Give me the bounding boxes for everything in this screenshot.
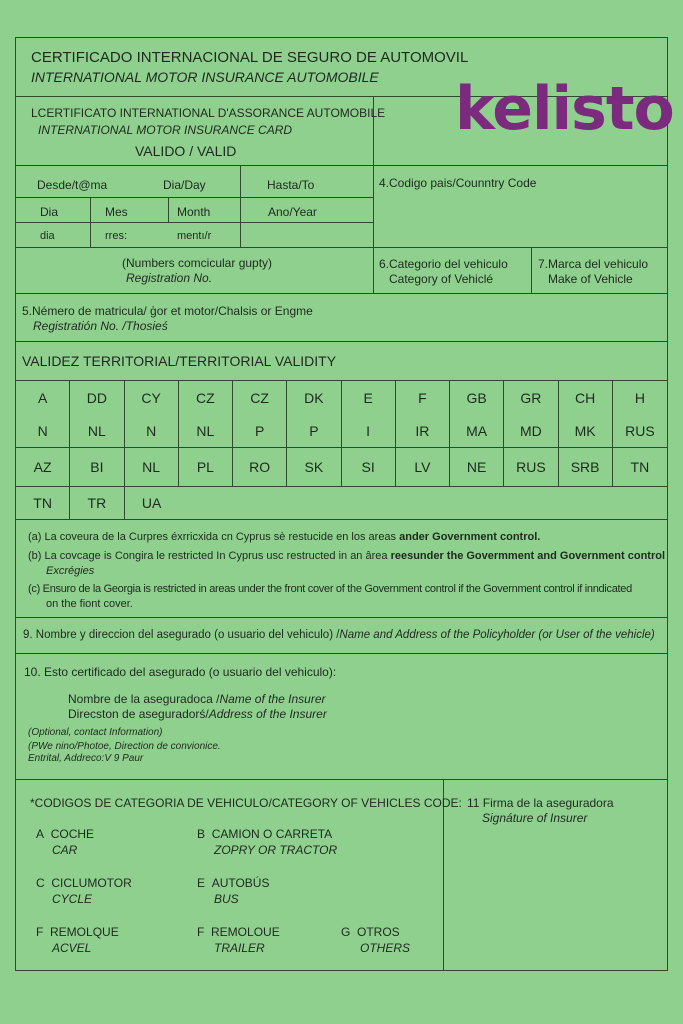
insurer-title: 10. Esto certificado del asegurado (o usuario del vehiculo): xyxy=(24,665,337,679)
country-cell: SI xyxy=(342,448,396,486)
hasta-label: Hasta/To xyxy=(267,178,315,192)
country-cell: GR MD xyxy=(504,381,558,447)
insurer-optional: (Optional, contact Information) xyxy=(28,727,163,738)
country-cell: UA xyxy=(141,495,162,511)
title-es: CERTIFICADO INTERNACIONAL DE SEGURO DE AUTOMOVIL xyxy=(31,49,469,66)
code-item: F REMOLQUE xyxy=(36,925,119,939)
country-cell: RUS xyxy=(504,448,558,486)
country-cell: BI xyxy=(70,448,124,486)
country-cell: CZ P xyxy=(233,381,287,447)
country-cell: DK P xyxy=(287,381,341,447)
note-c-line2: on the fiont cover. xyxy=(46,598,133,610)
card-title-2: INTERNATIONAL MOTOR INSURANCE CARD xyxy=(38,123,293,137)
title-en: INTERNATIONAL MOTOR INSURANCE AUTOMOBILE xyxy=(31,69,379,85)
code-item: F REMOLOUE xyxy=(197,925,280,939)
note-b: (b) La covcage is Congira le restricted In Cyprus usc restructed in an ârea reesunder the Govermment and Government control xyxy=(28,550,666,562)
country-cell: AZ xyxy=(16,448,70,486)
month-value: mentı/r xyxy=(177,230,212,242)
country-cell: GB MA xyxy=(450,381,504,447)
kelisto-logo: kelisto xyxy=(455,74,674,144)
code-item-en: CYCLE xyxy=(52,892,93,906)
category-label-en: Category of Vehiclé xyxy=(389,272,494,286)
code-item: C CICLUMOTOR xyxy=(36,876,132,890)
registration-label: (Numbers comcicular gupty) xyxy=(122,256,273,270)
code-item: G OTROS xyxy=(341,925,400,939)
territorial-grid-row3 xyxy=(16,448,667,486)
country-cell: TN xyxy=(16,487,70,519)
category-label: 6.Categorio del vehiculo xyxy=(379,257,508,271)
dia-label: Dia xyxy=(40,205,59,219)
note-a: (a) La coveura de la Curpres éxrricxida cn Cyprus sè restucide en los areas ander Government control. xyxy=(28,531,541,543)
country-cell: TN xyxy=(630,459,650,475)
country-cell: CH MK xyxy=(559,381,613,447)
code-item: B CAMION O CARRETA xyxy=(197,827,333,841)
signature-label: 11 Firma de la aseguradora xyxy=(467,796,614,810)
month-label: Month xyxy=(177,205,211,219)
codes-heading: *CODIGOS DE CATEGORIA DE VEHICULO/CATEGORY OF VEHICLES CODE: xyxy=(30,796,462,810)
policyholder-label: 9. Nombre y direccion del asegurado (o usuario del vehiculo) /Name and Address of the Policyholder (or User of the vehicle) xyxy=(23,629,655,641)
signature-label-en: Signáture of Insurer xyxy=(482,811,588,825)
desde-label: Desde/t@ma xyxy=(37,178,108,192)
code-item-en: CAR xyxy=(52,843,78,857)
dia-day-label: Dia/Day xyxy=(163,178,206,192)
country-cell: TR xyxy=(70,487,124,519)
note-b-sub: Excrégies xyxy=(46,565,95,577)
registration-label-en: Registration No. xyxy=(126,271,213,285)
country-cell: SRB xyxy=(559,448,613,486)
country-cell: H RUS xyxy=(625,389,655,439)
make-label: 7.Marca del vehiculo xyxy=(538,257,649,271)
dia-value: dia xyxy=(40,230,55,242)
mes-value: rres: xyxy=(105,230,127,242)
country-cell: RO xyxy=(233,448,287,486)
code-item-en: ZOPRY OR TRACTOR xyxy=(214,843,338,857)
code-item: E AUTOBÚS xyxy=(197,876,270,890)
country-cell: CY N xyxy=(125,381,179,447)
country-cell: DD NL xyxy=(70,381,124,447)
country-cell: E I xyxy=(342,381,396,447)
country-cell: NE xyxy=(450,448,504,486)
chassis-label-en: Registratión No. /Thosieś xyxy=(33,319,168,333)
country-cell: F IR xyxy=(396,381,450,447)
code-item-en: TRAILER xyxy=(214,941,265,955)
card-title-1: LCERTIFICATO INTERNATIONAL D'ASSORANCE AUTOMOBILE xyxy=(31,106,386,120)
country-cell: SK xyxy=(287,448,341,486)
country-cell: LV xyxy=(396,448,450,486)
mes-label: Mes xyxy=(105,205,128,219)
territorial-grid-top xyxy=(16,381,667,447)
code-item: A COCHE xyxy=(36,827,95,841)
code-item-en: ACVEL xyxy=(52,941,92,955)
year-label: Ano/Year xyxy=(268,205,317,219)
insurer-optional-2: (PWe nino/Photoe, Direction de convionice. xyxy=(28,741,221,752)
make-label-en: Make of Vehicle xyxy=(548,272,633,286)
chassis-label: 5.Némero de matricula/ ģor et motor/Chalsis or Engme xyxy=(22,304,313,318)
insurer-name-label: Nombre de la aseguradoca /Name of the Insurer xyxy=(68,692,326,706)
note-c: (c) Ensuro de la Georgia is restricted in areas under the front cover of the Government control if the Government control if inndicated xyxy=(28,583,632,595)
code-item-en: BUS xyxy=(214,892,239,906)
code-item-en: OTHERS xyxy=(360,941,411,955)
territorial-heading: VALIDEZ TERRITORIAL/TERRITORIAL VALIDITY xyxy=(22,353,337,369)
insurer-optional-3: Entrital, Addreco:V 9 Paur xyxy=(28,753,144,764)
country-cell: A N xyxy=(16,381,70,447)
insurer-address-label: Direcston de aseguradorś/Address of the Insurer xyxy=(68,707,327,721)
country-code-label: 4.Codigo pais/Counntry Code xyxy=(379,176,537,190)
country-cell: CZ NL xyxy=(179,381,233,447)
country-cell: NL xyxy=(125,448,179,486)
valid-label: VALIDO / VALID xyxy=(135,143,237,159)
territorial-grid-row4 xyxy=(16,487,667,519)
country-cell: PL xyxy=(179,448,233,486)
